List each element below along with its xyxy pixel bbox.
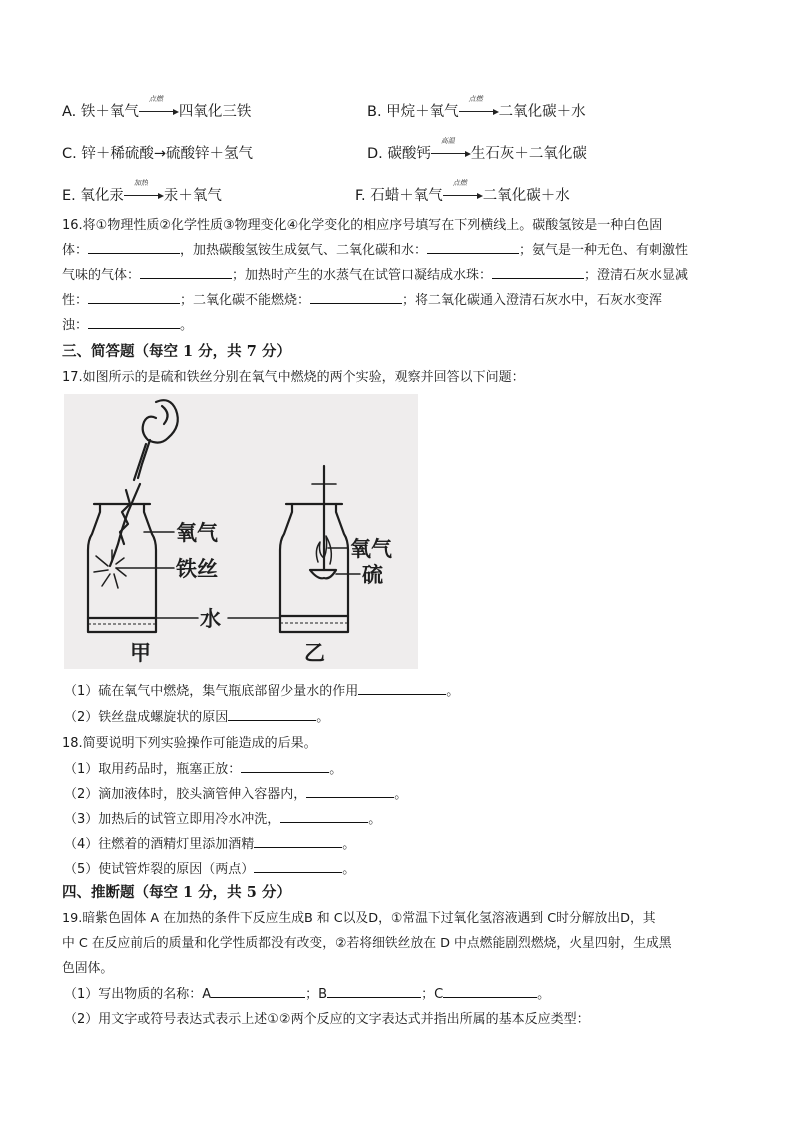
reaction-condition: 加热 [133,179,148,187]
option-a-reactants: A. 铁＋氧气 [62,104,139,120]
label-oxygen-left: 氧气 [176,521,218,545]
option-f-products: 二氧化碳＋水 [482,188,570,204]
q19-line-2: 中 C 在反应前后的质量和化学性质都没有改变，②若将细铁丝放在 D 中点燃能剧烈燃烧，火星四射，生成黑 [62,936,672,951]
option-e-reactants: E. 氧化汞 [62,188,124,204]
answer-blank[interactable] [492,264,584,279]
answer-blank[interactable] [306,783,394,798]
option-b-products: 二氧化碳＋水 [498,104,586,120]
q16-line-4 [62,289,662,312]
label-oxygen-right: 氧气 [350,537,392,561]
section-3-heading: 三、简答题（每空 1 分，共 7 分） [62,343,291,360]
q19-text: （1）写出物质的名称：A [64,987,212,1002]
q19-sub-2: （2）用文字或符号表达式表示上述①②两个反应的文字表达式并指出所属的基本反应类型： [64,1012,590,1027]
answer-blank[interactable] [88,314,180,329]
q18-stem: 18.简要说明下列实验操作可能造成的后果。 [62,736,317,751]
answer-blank-a[interactable] [211,983,305,998]
q18-sub-1 [64,758,342,777]
combustion-spoon [310,570,336,578]
option-e [62,179,222,205]
label-jia: 甲 [130,641,151,665]
answer-blank-b[interactable] [327,983,421,998]
option-a [62,95,252,121]
q18-text: （1）取用药品时，瓶塞正放： [64,762,242,777]
q18-sub-5 [64,858,355,877]
q17-text: 。 [446,684,460,699]
q16-line-2 [62,239,688,262]
q18-text: 。 [329,762,343,777]
answer-blank[interactable] [88,289,180,304]
label-iron-wire: 铁丝 [176,557,218,581]
q18-sub-3 [64,808,381,827]
q17-sub-2 [64,706,329,725]
answer-blank[interactable] [427,239,519,254]
q16-line-3 [62,264,688,287]
q18-text: 。 [342,862,356,877]
answer-blank[interactable] [254,858,342,873]
q18-text: （5）使试管炸裂的原因（两点） [64,862,255,877]
option-d-products: 生石灰＋二氧化碳 [470,146,587,162]
q16-text: ；氨气是一种无色、有刺激性 [519,243,689,258]
option-b [367,95,586,121]
q16-text: 。 [180,318,194,333]
label-yi: 乙 [304,641,325,665]
answer-blank[interactable] [140,264,232,279]
answer-blank[interactable] [228,706,316,721]
q18-text: （2）滴加液体时，胶头滴管伸入容器内， [64,787,307,802]
reaction-condition: 点燃 [468,95,483,103]
q18-text: 。 [368,812,382,827]
q19-text: 。 [537,987,551,1002]
reaction-condition: 高温 [440,137,455,145]
reaction-arrow-icon [124,179,164,200]
gas-jar-right [280,504,348,632]
option-e-products: 汞＋氧气 [163,188,222,204]
q18-sub-4 [64,833,355,852]
q17-stem: 17.如图所示的是硫和铁丝分别在氧气中燃烧的两个实验，观察并回答以下问题： [62,370,525,385]
q17-sub-1 [64,680,459,699]
label-water: 水 [200,607,221,631]
q19-text: ；C [421,987,444,1002]
section-4-heading: 四、推断题（每空 1 分，共 5 分） [62,884,291,901]
q18-text: 。 [394,787,408,802]
q16-text: 16.将①物理性质②化学性质③物理变化④化学变化的相应序号填写在下列横线上。碳酸氢铵是一种白色固 [62,218,663,233]
answer-blank[interactable] [310,289,402,304]
q16-text: 浊： [62,318,89,333]
reaction-condition: 点燃 [452,179,467,187]
q18-text: （3）加热后的试管立即用冷水冲洗， [64,812,281,827]
q17-text: （2）铁丝盘成螺旋状的原因 [64,710,229,725]
spark-icon [94,550,126,588]
experiment-diagram [64,394,418,669]
reaction-condition: 点燃 [148,95,163,103]
option-f [355,179,570,205]
q19-sub-1 [64,983,550,1002]
q18-text: （4）往燃着的酒精灯里添加酒精 [64,837,255,852]
option-a-products: 四氧化三铁 [178,104,252,120]
q16-text: ；澄清石灰水显减 [584,268,689,283]
q16-line-5 [62,314,193,337]
option-f-reactants: F. 石蜡＋氧气 [355,188,443,204]
q19-line-3: 色固体。 [62,961,114,976]
option-c [62,142,253,163]
answer-blank[interactable] [88,239,180,254]
answer-blank[interactable] [280,808,368,823]
q17-text: （1）硫在氧气中燃烧，集气瓶底部留少量水的作用 [64,684,359,699]
answer-blank[interactable] [358,680,446,695]
option-b-reactants: B. 甲烷＋氧气 [367,104,459,120]
answer-blank[interactable] [241,758,329,773]
reaction-arrow-icon [443,179,483,200]
q17-text: 。 [316,710,330,725]
q16-text: 体： [62,243,89,258]
option-d-reactants: D. 碳酸钙 [367,146,431,162]
reaction-arrow-icon [431,137,471,158]
q16-line-1 [62,214,662,237]
label-sulfur: 硫 [362,563,383,587]
answer-blank[interactable] [254,833,342,848]
reaction-arrow-icon [459,95,499,116]
q16-text: ；加热时产生的水蒸气在试管口凝结成水珠： [232,268,493,283]
q16-text: 气味的气体： [62,268,141,283]
option-c-text: C. 锌＋稀硫酸→硫酸锌＋氢气 [62,146,253,162]
q18-sub-2 [64,783,407,802]
q19-line-1: 19.暗紫色固体 A 在加热的条件下反应生成B 和 C以及D，①常温下过氧化氢溶液遇到 C时分解放出D，其 [62,911,656,926]
q18-text: 。 [342,837,356,852]
q16-text: ；将二氧化碳通入澄清石灰水中，石灰水变浑 [402,293,663,308]
crucible-tongs-icon [143,400,178,442]
q16-text: 性： [62,293,89,308]
q16-text: ；二氧化碳不能燃烧： [180,293,311,308]
q19-text: ；B [305,987,328,1002]
option-d [367,137,587,163]
q16-text: ，加热碳酸氢铵生成氨气、二氧化碳和水： [180,243,428,258]
answer-blank-c[interactable] [443,983,537,998]
reaction-arrow-icon [139,95,179,116]
experiment-figure [64,394,418,669]
